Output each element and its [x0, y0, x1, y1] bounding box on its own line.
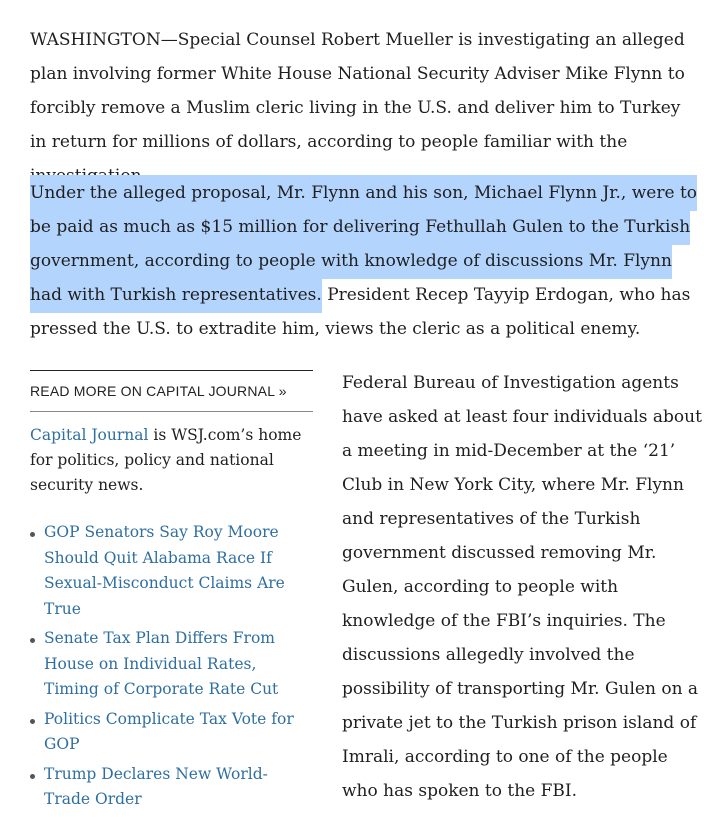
bullet-icon — [30, 638, 35, 643]
related-link-senate-tax-plan[interactable]: Senate Tax Plan Differs From House on Individual Rates, Timing of Corporate Rate Cut — [44, 629, 279, 698]
article-paragraph-2 — [30, 176, 702, 346]
sidebar-divider — [30, 411, 313, 412]
article-paragraph-3: Federal Bureau of Investigation agents have asked at least four individuals about a meeting in mid-December at the ‘21’ Club in New York City, where Mr. Flynn and representatives of the Turkish government discussed removing Mr. Gulen, according to people with knowledge of the FBI’s inquiries. The discussions allegedly involved the possibility of transporting Mr. Gulen on a private jet to the Turkish prison island of Imrali, according to one of the people who has spoken to the FBI. — [342, 373, 702, 801]
capital-journal-link[interactable]: Capital Journal — [30, 426, 149, 444]
bullet-icon — [30, 532, 35, 537]
paragraph-2-continuation: President Recep Tayyip Erdogan, who has pressed the U.S. to extradite him, views the cleric as a political enemy. — [30, 285, 691, 339]
list-item — [30, 707, 313, 758]
related-link-tax-vote[interactable]: Politics Complicate Tax Vote for GOP — [44, 709, 294, 753]
capital-journal-sidebar — [30, 370, 313, 817]
article-paragraph-1: WASHINGTON—Special Counsel Robert Mueller is investigating an alleged plan involving former White House National Security Adviser Mike Flynn to forcibly remove a Muslim cleric living in the U.S. and deliver him to Turkey in return for millions of dollars, according to people familiar with the — [30, 30, 685, 152]
sidebar-blurb-text: is WSJ.com’s home for politics, policy and national security news. — [30, 426, 302, 494]
related-links-list — [30, 520, 313, 813]
sidebar-blurb — [30, 423, 313, 498]
sidebar-top-rule — [30, 370, 313, 371]
highlighted-text-selection[interactable]: Under the alleged proposal, Mr. Flynn and his son, Michael Flynn Jr., were to be paid as much as $15 million for delivering Fethullah Gulen to the Turkish government, according to people with knowledge of discussions Mr. Flynn had with Turkish representatives. — [30, 175, 697, 313]
bullet-icon — [30, 719, 35, 724]
list-item — [30, 762, 313, 813]
related-link-world-trade[interactable]: Trump Declares New World-Trade Order — [44, 764, 268, 808]
bullet-icon — [30, 774, 35, 779]
list-item — [30, 520, 313, 622]
read-more-link[interactable]: READ MORE ON CAPITAL JOURNAL » — [30, 383, 287, 399]
related-link-roy-moore[interactable]: GOP Senators Say Roy Moore Should Quit Alabama Race If Sexual-Misconduct Claims Are True — [44, 523, 285, 618]
list-item — [30, 626, 313, 703]
